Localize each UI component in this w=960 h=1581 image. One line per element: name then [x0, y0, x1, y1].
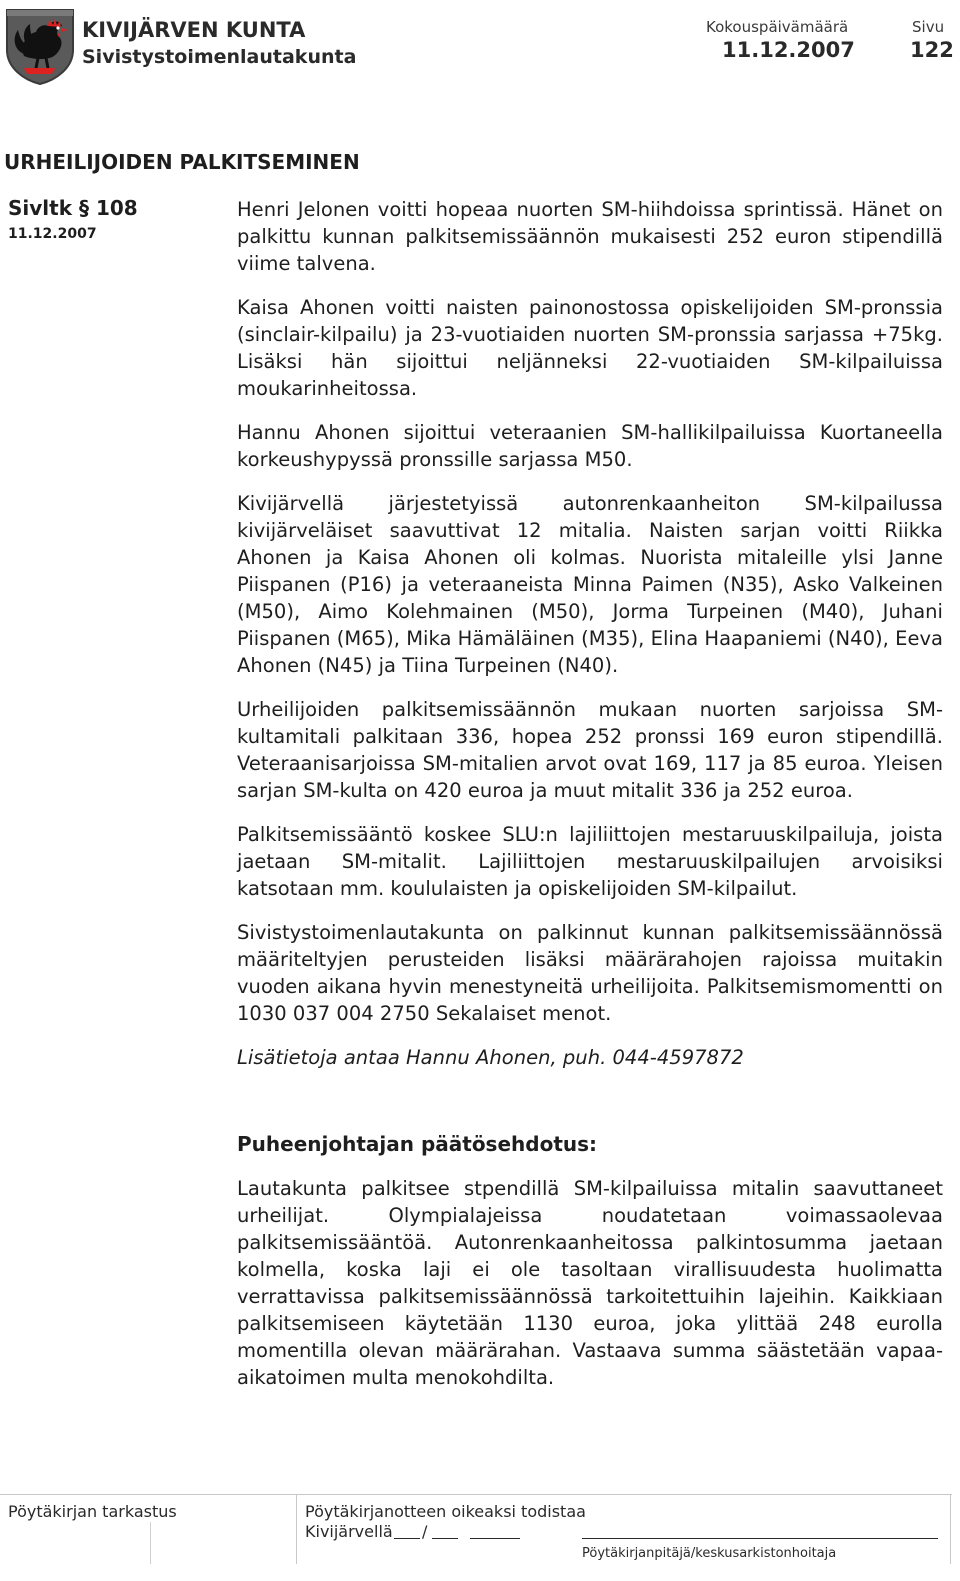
municipal-crest-rooster-icon: [4, 6, 76, 86]
signer-title: Pöytäkirjanpitäjä/keskusarkistonhoitaja: [582, 1546, 837, 1561]
signature-line: [582, 1538, 938, 1539]
certify-label: Pöytäkirjanotteen oikeaksi todistaa: [305, 1502, 586, 1521]
month-blank: [432, 1538, 458, 1539]
minutes-body: [237, 196, 943, 1408]
paragraph: Kaisa Ahonen voitti naisten painonostossa opiskelijoiden SM-pronssia (sinclair-kilpailu) ja 23-vuotiaiden nuorten SM-pronssia sarjassa +75kg. Lisäksi hän sijoittui neljänneksi 22-vuotiaiden SM-kilpailuissa moukarinheitossa.: [237, 296, 943, 400]
day-blank: [394, 1538, 420, 1539]
organization-name: KIVIJÄRVEN KUNTA: [82, 18, 306, 42]
proposal-text: Lautakunta palkitsee stpendillä SM-kilpailuissa mitalin saavuttaneet urheilijat. Olympialajeissa noudatetaan voimassaolevaa palkitsemissääntöä. Autonrenkaanheitossa palkintosumma jaetaan kolmella, koska laji ei ole tasoltaan virallisuudesta huolimatta verrattavissa palkitsemissäännössä tarkoitettuihin lajeihin. Kaikkiaan palkitsemiseen käytetään 1130 euroa, joka ylittää 248 eurolla momentilla olevan määrärahan. Vastaava summa säästetään vapaa-aikatoimen multa menokohdilta.: [237, 1177, 943, 1389]
proposal-heading: Puheenjohtajan päätösehdotus:: [237, 1132, 598, 1156]
section-date: 11.12.2007: [8, 226, 97, 242]
meeting-date-label: Kokouspäivämäärä: [706, 18, 849, 36]
footer-divider: [0, 1494, 952, 1495]
section-title: URHEILIJOIDEN PALKITSEMINEN: [4, 150, 360, 174]
board-name: Sivistystoimenlautakunta: [82, 46, 357, 68]
meeting-date: 11.12.2007: [722, 38, 855, 62]
paragraph: Urheilijoiden palkitsemissäännön mukaan nuorten sarjoissa SM-kultamitali palkitaan 336, hopea 252 pronssi 169 euron stipendillä. Veteraanisarjoissa SM-mitalien arvot ovat 169, 117 ja 85 euroa. Yleisen sarjan SM-kulta on 420 euroa ja muut mitalit 336 ja 252 euroa.: [237, 698, 943, 802]
year-blank: [470, 1538, 520, 1539]
page-label: Sivu: [912, 18, 945, 36]
footer-column-divider: [296, 1494, 297, 1564]
certify-place: Kivijärvellä: [305, 1522, 393, 1541]
paragraph: Hannu Ahonen sijoittui veteraanien SM-hallikilpailuissa Kuortaneella korkeushypyssä pronssille sarjassa M50.: [237, 421, 943, 471]
footer-right-border: [950, 1494, 951, 1564]
signature-footer: [0, 1494, 960, 1581]
date-separator: /: [422, 1522, 428, 1541]
contact-info: Lisätietoja antaa Hannu Ahonen, puh. 044-4597872: [237, 1046, 744, 1069]
paragraph: Sivistystoimenlautakunta on palkinnut kunnan palkitsemissäännössä määriteltyjen perusteiden lisäksi määrärahojen rajoissa muitakin vuoden aikana hyvin menestyneitä urheilijoita. Palkitsemismomentti on 1030 037 004 2750 Sekalaiset menot.: [237, 921, 943, 1025]
paragraph: Palkitsemissääntö koskee SLU:n lajiliittojen mestaruuskilpailuja, joista jaetaan SM-mitalit. Lajiliittojen mestaruuskilpailujen arvoisiksi katsotaan mm. koululaisten ja opiskelijoiden SM-kilpailut.: [237, 823, 943, 900]
footer-inner-divider: [150, 1522, 151, 1564]
page-number: 122: [910, 38, 954, 62]
paragraph: Kivijärvellä järjestetyissä autonrenkaanheiton SM-kilpailussa kivijärveläiset saavuttivat 12 mitalia. Naisten sarjan voitti Riikka Ahonen ja Kaisa Ahonen oli kolmas. Nuorista mitaleille ylsi Janne Piispanen (P16) ja veteraaneista Minna Paimen (N35), Asko Valkeinen (M50), Aimo Kolehmainen (M50), Jorma Turpeinen (M40), Juhani Piispanen (M65), Mika Hämäläinen (M35), Elina Haapaniemi (N40), Eeva Ahonen (N45) ja Tiina Turpeinen (N40).: [237, 492, 943, 677]
section-reference: Sivltk § 108: [8, 196, 138, 220]
review-label: Pöytäkirjan tarkastus: [8, 1502, 177, 1521]
paragraph: Henri Jelonen voitti hopeaa nuorten SM-hiihdoissa sprintissä. Hänet on palkittu kunnan palkitsemissäännön mukaisesti 252 euron stipendillä viime talvena.: [237, 198, 943, 275]
